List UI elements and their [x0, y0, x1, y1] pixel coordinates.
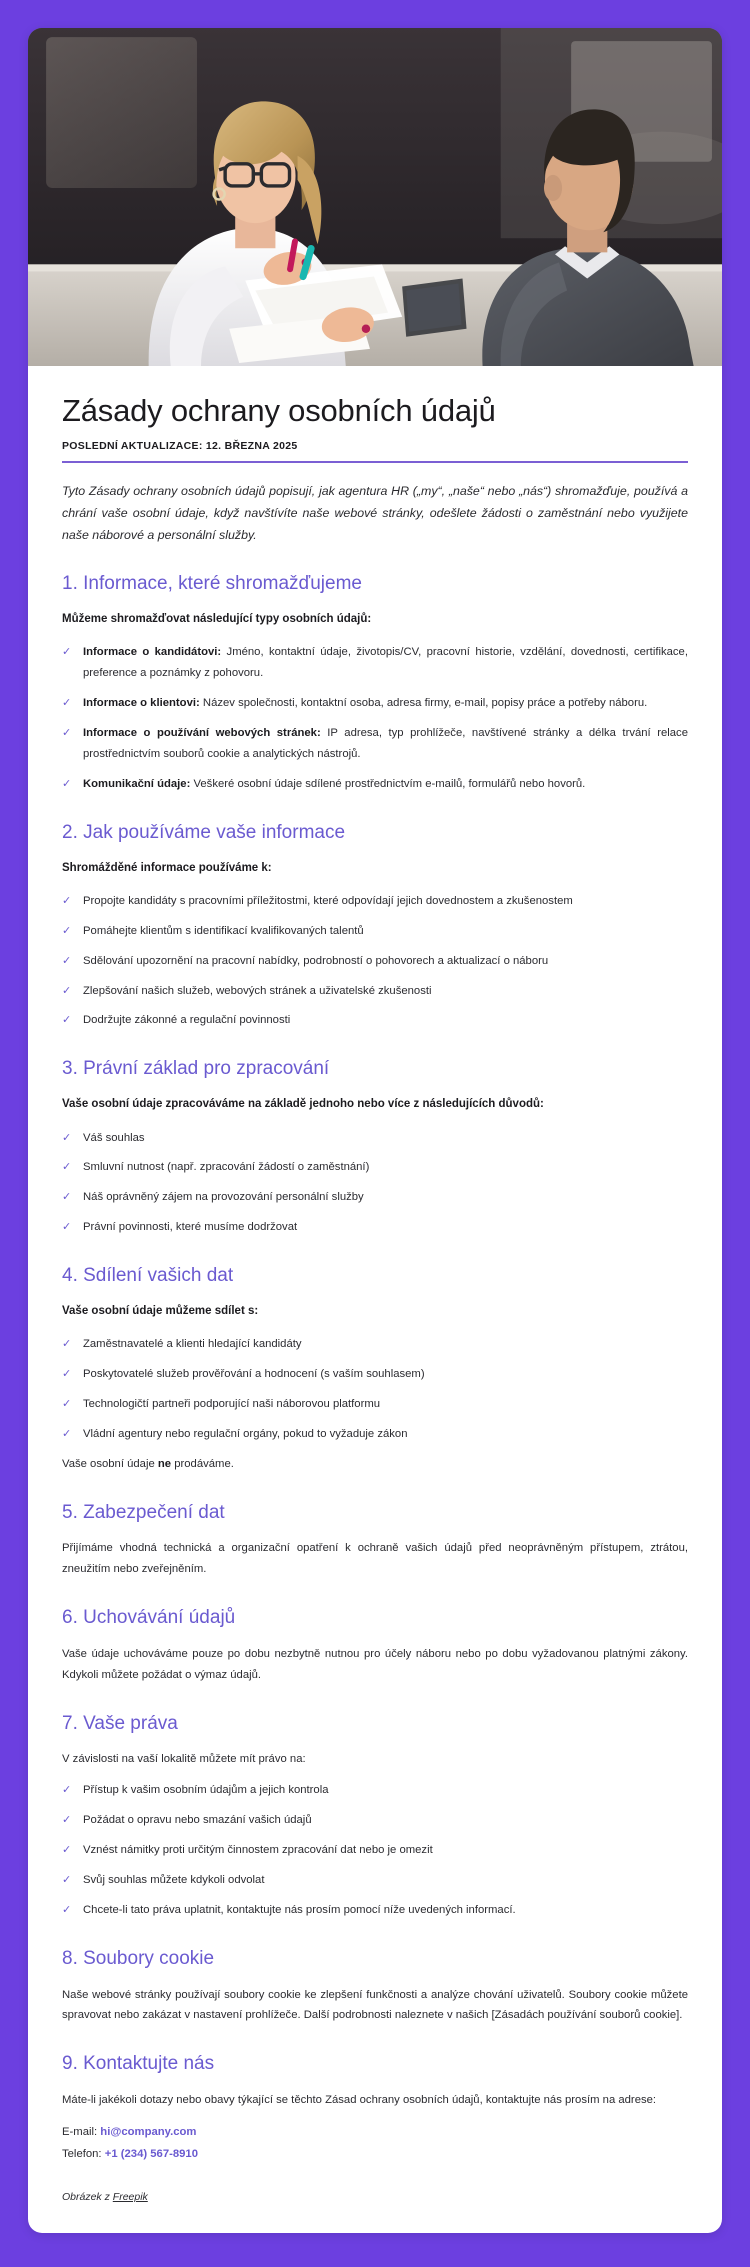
check-icon: ✓	[62, 1903, 72, 1916]
section-title-5: 5. Zabezpečení dat	[62, 1501, 225, 1523]
list-item	[62, 981, 688, 1002]
list-item-text: Název společnosti, kontaktní osoba, adresa firmy, e-mail, popisy práce a potřeby náboru.	[199, 697, 648, 710]
list-item	[62, 642, 688, 684]
section-list-2	[62, 891, 688, 1031]
list-item	[62, 1424, 688, 1445]
section-list-4	[62, 1334, 688, 1445]
check-icon: ✓	[62, 1427, 72, 1440]
no-sell-prefix: Vaše osobní údaje	[62, 1457, 158, 1470]
list-item	[62, 1780, 688, 1801]
list-item-text: Jméno, kontaktní údaje, životopis/CV, pracovní historie, vzdělání, dovednosti, certifikace, preference a poznámky z pohovoru.	[83, 646, 688, 680]
freepik-link[interactable]: Freepik	[112, 2191, 148, 2204]
intro-paragraph: Tyto Zásady ochrany osobních údajů popisují, jak agentura HR („my“, „naše“ nebo „nás“) shromažďuje, používá a chrání vaše osobní údaje, když navštívíte naše webové stránky, odešlete žádosti o zaměstnání nebo využijete naše náborové a personální služby.	[62, 484, 688, 542]
contact-phone-row	[62, 2143, 688, 2165]
check-icon: ✓	[62, 1844, 72, 1857]
list-item	[62, 1870, 688, 1891]
no-sell-suffix: prodáváme.	[171, 1457, 234, 1470]
list-item-text: Vládní agentury nebo regulační orgány, pokud to vyžaduje zákon	[83, 1427, 408, 1440]
no-sell-emphasis: ne	[157, 1457, 172, 1470]
list-item-text: Propojte kandidáty s pracovními příležitostmi, které odpovídají jejich dovednostem a zkušenostem	[83, 894, 573, 907]
list-item	[62, 1187, 688, 1208]
section-title-2: 2. Jak používáme vaše informace	[62, 821, 346, 843]
list-item	[62, 1217, 688, 1238]
list-item	[62, 891, 688, 912]
section-lead-1: Můžeme shromažďovat následující typy osobních údajů:	[62, 613, 372, 626]
list-item-text: Požádat o opravu nebo smazání vašich údajů	[83, 1814, 312, 1827]
hero-image	[28, 28, 722, 366]
check-icon: ✓	[62, 1131, 72, 1144]
list-item	[62, 951, 688, 972]
section-title-1: 1. Informace, které shromažďujeme	[62, 573, 362, 595]
hero-illustration	[28, 28, 722, 366]
list-item	[62, 1840, 688, 1861]
section-lead-3: Vaše osobní údaje zpracováváme na základě jednoho nebo více z následujících důvodů:	[62, 1098, 544, 1111]
section-title-8: 8. Soubory cookie	[62, 1947, 215, 1969]
check-icon: ✓	[62, 727, 72, 740]
section-title-4: 4. Sdílení vašich dat	[62, 1265, 234, 1287]
list-item-label: Komunikační údaje:	[83, 777, 191, 790]
list-item-text: Zlepšování našich služeb, webových stránek a uživatelské zkušenosti	[83, 984, 432, 997]
check-icon: ✓	[62, 1368, 72, 1381]
section-title-7: 7. Vaše práva	[62, 1712, 178, 1734]
section-title-6: 6. Uchovávání údajů	[62, 1607, 236, 1629]
list-item-label: Informace o klientovi:	[83, 697, 200, 710]
list-item-text: Svůj souhlas můžete kdykoli odvolat	[83, 1874, 265, 1887]
check-icon: ✓	[62, 1221, 72, 1234]
list-item	[62, 774, 688, 795]
image-credit	[62, 2191, 688, 2203]
check-icon: ✓	[62, 1161, 72, 1174]
list-item	[62, 921, 688, 942]
list-item-text: Poskytovatelé služeb prověřování a hodnocení (s vaším souhlasem)	[83, 1368, 425, 1381]
check-icon: ✓	[62, 1784, 72, 1797]
section-list-7	[62, 1780, 688, 1920]
section-paragraph-9: Máte-li jakékoli dotazy nebo obavy týkající se těchto Zásad ochrany osobních údajů, kontaktujte nás prosím na adrese:	[62, 2094, 657, 2107]
list-item-text: IP adresa, typ prohlížeče, navštívené stránky a délka trvání relace prostřednictvím souborů cookie a analytických nástrojů.	[83, 727, 688, 760]
list-item-text: Zaměstnavatelé a klienti hledající kandidáty	[83, 1338, 302, 1351]
last-updated-label: POSLEDNÍ AKTUALIZACE: 12. BŘEZNA 2025	[62, 440, 298, 453]
check-icon: ✓	[62, 924, 72, 937]
list-item-text: Dodržujte zákonné a regulační povinnosti	[83, 1014, 291, 1027]
list-item	[62, 1900, 688, 1921]
check-icon: ✓	[62, 777, 72, 790]
list-item-text: Vznést námitky proti určitým činnostem zpracování dat nebo je omezit	[83, 1844, 433, 1857]
list-item-text: Smluvní nutnost (např. zpracování žádostí o zaměstnání)	[83, 1161, 370, 1174]
list-item	[62, 1394, 688, 1415]
section-list-3	[62, 1128, 688, 1239]
section-lead-4: Vaše osobní údaje můžeme sdílet s:	[62, 1304, 259, 1317]
list-item-text: Váš souhlas	[83, 1131, 145, 1144]
list-item	[62, 1157, 688, 1178]
list-item-text: Technologičtí partneři podporující naši náborovou platformu	[83, 1398, 381, 1410]
check-icon: ✓	[62, 1191, 72, 1204]
check-icon: ✓	[62, 1338, 72, 1351]
section-list-1	[62, 642, 688, 794]
check-icon: ✓	[62, 697, 72, 710]
section-title-9: 9. Kontaktujte nás	[62, 2053, 215, 2075]
list-item-text: Veškeré osobní údaje sdílené prostřednictvím e-mailů, formulářů nebo hovorů.	[190, 777, 586, 790]
list-item	[62, 1810, 688, 1831]
check-icon: ✓	[62, 894, 72, 907]
section-lead-7: V závislosti na vaší lokalitě můžete mít právo na:	[62, 1753, 306, 1766]
list-item	[62, 1334, 688, 1355]
image-credit-prefix: Obrázek z	[62, 2191, 113, 2204]
list-item-text: Sdělování upozornění na pracovní nabídky, podrobností o pohovorech a aktualizací o náboru	[83, 954, 549, 967]
list-item-text: Pomáhejte klientům s identifikací kvalifikovaných talentů	[83, 924, 364, 937]
list-item-text: Náš oprávněný zájem na provozování personální služby	[83, 1191, 364, 1204]
check-icon: ✓	[62, 954, 72, 967]
section-paragraph-5: Přijímáme vhodná technická a organizační opatření k ochraně vašich údajů před neoprávněným přístupem, ztrátou, zneužitím nebo zveřejněním.	[62, 1542, 688, 1576]
phone-label: Telefon:	[62, 2148, 102, 2161]
check-icon: ✓	[62, 1874, 72, 1887]
check-icon: ✓	[62, 646, 72, 659]
section-lead-2: Shromážděné informace používáme k:	[62, 861, 272, 874]
contact-email-row	[62, 2121, 688, 2143]
list-item-text: Chcete-li tato práva uplatnit, kontaktujte nás prosím pomocí níže uvedených informací.	[83, 1903, 516, 1916]
list-item-text: Přístup k vašim osobním údajům a jejich kontrola	[83, 1784, 329, 1797]
section-paragraph-6: Vaše údaje uchováváme pouze po dobu nezbytně nutnou pro účely náboru nebo po dobu vyžadovanou platnými zákony. Kdykoli můžete požádat o výmaz údajů.	[62, 1647, 688, 1681]
list-item	[62, 693, 688, 714]
page-title: Zásady ochrany osobních údajů	[62, 393, 496, 428]
section-paragraph-8: Naše webové stránky používají soubory cookie ke zlepšení funkčnosti a analýze chování uživatelů. Soubory cookie můžete spravovat nebo zakázat v nastavení prohlížeče. Další podrobnosti naleznete v našich [Zásadách používání souborů cookie].	[62, 1988, 688, 2022]
list-item	[62, 1128, 688, 1149]
list-item	[62, 1010, 688, 1031]
list-item	[62, 1364, 688, 1385]
check-icon: ✓	[62, 984, 72, 997]
title-divider	[62, 461, 688, 463]
privacy-policy-card	[28, 28, 722, 2233]
list-item	[62, 723, 688, 765]
check-icon: ✓	[62, 1398, 72, 1410]
list-item-label: Informace o kandidátovi:	[83, 646, 222, 659]
check-icon: ✓	[62, 1814, 72, 1827]
email-label: E-mail:	[62, 2126, 98, 2138]
section-title-3: 3. Právní základ pro zpracování	[62, 1058, 330, 1080]
check-icon: ✓	[62, 1014, 72, 1027]
email-link[interactable]: hi@company.com	[100, 2126, 197, 2138]
no-sell-note	[62, 1454, 688, 1475]
list-item-label: Informace o používání webových stránek:	[83, 727, 321, 740]
phone-link[interactable]: +1 (234) 567-8910	[104, 2148, 198, 2161]
list-item-text: Právní povinnosti, které musíme dodržovat	[83, 1221, 298, 1234]
policy-content	[28, 366, 722, 2233]
